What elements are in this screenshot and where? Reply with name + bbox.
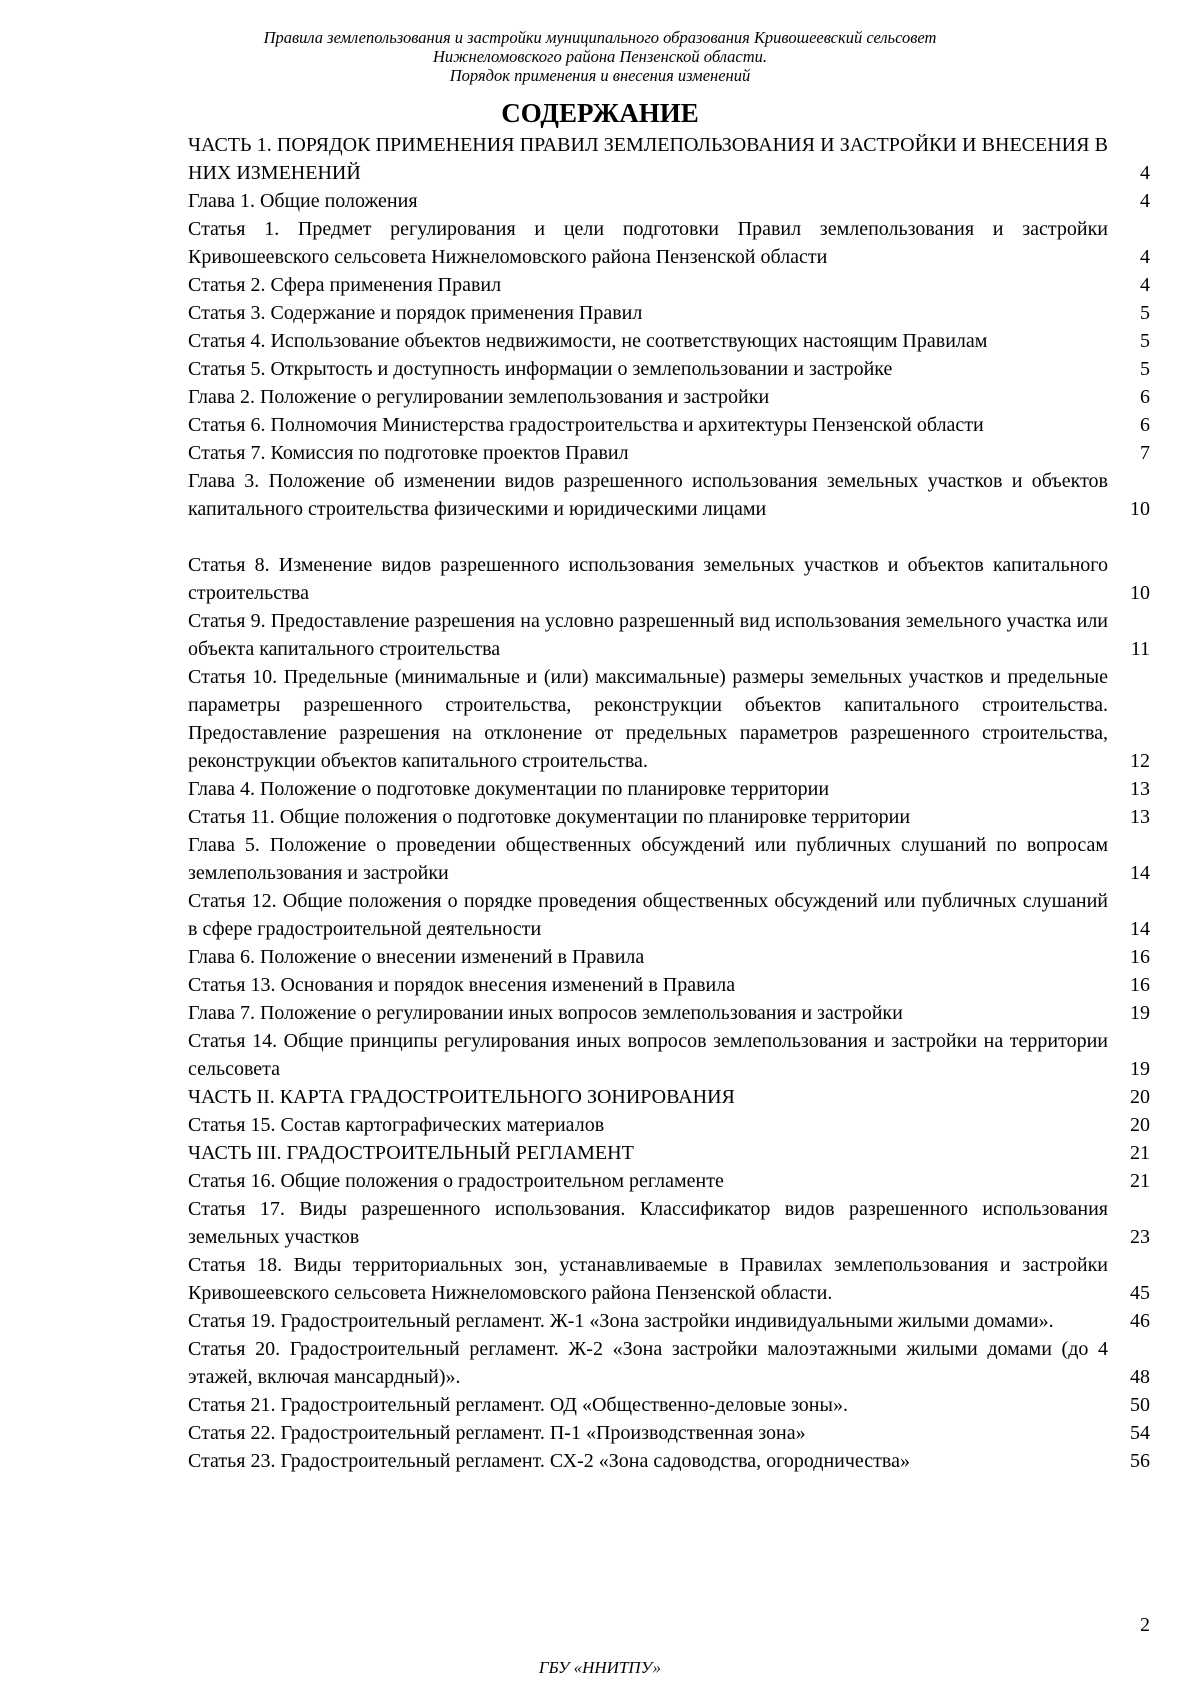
toc-entry-text: Статья 23. Градостроительный регламент. СХ-2 «Зона садоводства, огородничества» [188, 1450, 910, 1472]
toc-entry-page: 21 [1130, 1142, 1150, 1164]
toc-entry[interactable] [188, 383, 1150, 411]
toc-entry-page: 5 [1140, 358, 1150, 380]
toc-entry-page: 10 [1130, 498, 1150, 520]
toc-entry[interactable] [188, 551, 1150, 607]
toc-entry-text: Статья 10. Предельные (минимальные и (или) максимальные) размеры земельных участков и предельные параметры разрешенного строительства, реконструкции объектов капитального строительства. Предоставление разрешения на отклонение от предельных параметров разрешенного строительства, реконструкции объектов капитального строительства. [188, 666, 1108, 772]
toc-entry-text: Глава 1. Общие положения [188, 190, 418, 212]
toc-entry-page: 4 [1140, 246, 1150, 268]
toc-entry-text: Статья 7. Комиссия по подготовке проектов Правил [188, 442, 629, 464]
toc-entry[interactable] [188, 831, 1150, 887]
toc-entry-text: ЧАСТЬ II. КАРТА ГРАДОСТРОИТЕЛЬНОГО ЗОНИРОВАНИЯ [188, 1086, 735, 1108]
toc-entry[interactable] [188, 411, 1150, 439]
toc-entry[interactable] [188, 1027, 1150, 1083]
header-line-1: Правила землепользования и застройки муниципального образования Кривошеевский сельсовет [263, 28, 937, 47]
toc-entry[interactable] [188, 999, 1150, 1027]
toc-entry-page: 6 [1140, 414, 1150, 436]
toc-entry-page: 11 [1130, 638, 1150, 660]
toc-entry-page: 7 [1140, 442, 1150, 464]
toc-entry-text: Статья 4. Использование объектов недвижимости, не соответствующих настоящим Правилам [188, 330, 988, 352]
toc-entry-page: 4 [1140, 190, 1150, 212]
toc-entry-text: Статья 20. Градостроительный регламент. Ж-2 «Зона застройки малоэтажными жилыми домами (до 4 этажей, включая мансардный)». [188, 1338, 1108, 1388]
toc-entry-page: 23 [1130, 1226, 1150, 1248]
toc-entry-text: Глава 7. Положение о регулировании иных вопросов землепользования и застройки [188, 1002, 903, 1024]
toc-entry-text: ЧАСТЬ 1. ПОРЯДОК ПРИМЕНЕНИЯ ПРАВИЛ ЗЕМЛЕПОЛЬЗОВАНИЯ И ЗАСТРОЙКИ И ВНЕСЕНИЯ В НИХ ИЗМЕНЕНИЙ [188, 134, 1108, 184]
toc-entry-page: 16 [1130, 946, 1150, 968]
toc-entry[interactable] [188, 355, 1150, 383]
toc-entry-text: Статья 17. Виды разрешенного использования. Классификатор видов разрешенного использования земельных участков [188, 1198, 1108, 1248]
toc-entry-text: Статья 14. Общие принципы регулирования иных вопросов землепользования и застройки на территории сельсовета [188, 1030, 1108, 1080]
toc-entry-page: 14 [1130, 862, 1150, 884]
toc-entry-text: Статья 8. Изменение видов разрешенного использования земельных участков и объектов капитального строительства [188, 554, 1108, 604]
toc-entry-page: 19 [1130, 1058, 1150, 1080]
toc-entry-page: 13 [1130, 806, 1150, 828]
toc-entry-page: 6 [1140, 386, 1150, 408]
toc-entry-text: Глава 3. Положение об изменении видов разрешенного использования земельных участков и объектов капитального строительства физическими и юридическими лицами [188, 470, 1108, 520]
toc-entry[interactable] [188, 1391, 1150, 1419]
toc-entry-text: Статья 15. Состав картографических материалов [188, 1114, 605, 1136]
toc-entry[interactable] [188, 1139, 1150, 1167]
toc-entry-text: Статья 12. Общие положения о порядке проведения общественных обсуждений или публичных слушаний в сфере градостроительной деятельности [188, 890, 1108, 940]
toc-entry-text: Глава 6. Положение о внесении изменений в Правила [188, 946, 645, 968]
header-line-3: Порядок применения и внесения изменений [449, 66, 751, 85]
toc-entry[interactable] [188, 299, 1150, 327]
toc-entry-page: 19 [1130, 1002, 1150, 1024]
toc-entry-page: 20 [1130, 1114, 1150, 1136]
toc-entry[interactable] [188, 215, 1150, 271]
page-number: 2 [1140, 1614, 1150, 1636]
toc-entry-page: 20 [1130, 1086, 1150, 1108]
toc-entry-page: 10 [1130, 582, 1150, 604]
toc-entry[interactable] [188, 1251, 1150, 1307]
toc-entry-text: Статья 3. Содержание и порядок применения Правил [188, 302, 643, 324]
toc-entry-text: Статья 1. Предмет регулирования и цели подготовки Правил землепользования и застройки Кривошеевского сельсовета Нижнеломовского района Пензенской области [188, 218, 1108, 268]
toc-entry-page: 21 [1130, 1170, 1150, 1192]
toc-entry[interactable] [188, 1447, 1150, 1475]
toc-entry[interactable] [188, 467, 1150, 523]
toc-entry[interactable] [188, 1195, 1150, 1251]
toc-entry-page: 48 [1130, 1366, 1150, 1388]
toc-entry[interactable] [188, 887, 1150, 943]
toc-entry-page: 50 [1130, 1394, 1150, 1416]
toc-entry-page: 4 [1140, 274, 1150, 296]
toc-entry-text: Статья 16. Общие положения о градостроительном регламенте [188, 1170, 724, 1192]
toc-entry-text: Статья 18. Виды территориальных зон, устанавливаемые в Правилах землепользования и застройки Кривошеевского сельсовета Нижнеломовского района Пензенской области. [188, 1254, 1108, 1304]
running-footer: ГБУ «ННИТПУ» [538, 1658, 662, 1677]
toc-entry-page: 12 [1130, 750, 1150, 772]
toc-entry[interactable] [188, 943, 1150, 971]
toc-entry[interactable] [188, 1307, 1150, 1335]
toc-entry[interactable] [188, 187, 1150, 215]
toc-entry[interactable] [188, 1335, 1150, 1391]
toc-entry-page: 5 [1140, 302, 1150, 324]
toc-entry-page: 4 [1140, 162, 1150, 184]
toc-entry[interactable] [188, 131, 1150, 187]
toc-entry[interactable] [188, 1111, 1150, 1139]
toc-entry-text: Глава 4. Положение о подготовке документации по планировке территории [188, 778, 830, 800]
toc-entry[interactable] [188, 1419, 1150, 1447]
table-of-contents [0, 131, 1200, 1475]
toc-entry[interactable] [188, 1083, 1150, 1111]
toc-entry-text: Статья 6. Полномочия Министерства градостроительства и архитектуры Пензенской области [188, 414, 984, 436]
toc-entry[interactable] [188, 803, 1150, 831]
header-line-2: Нижнеломовского района Пензенской области. [433, 47, 767, 66]
toc-entry-text: Глава 2. Положение о регулировании землепользования и застройки [188, 386, 770, 408]
toc-entry-text: Статья 13. Основания и порядок внесения изменений в Правила [188, 974, 736, 996]
toc-entry[interactable] [188, 1167, 1150, 1195]
toc-entry-page: 54 [1130, 1422, 1150, 1444]
toc-entry[interactable] [188, 607, 1150, 663]
toc-entry-page: 13 [1130, 778, 1150, 800]
toc-entry-page: 14 [1130, 918, 1150, 940]
toc-entry[interactable] [188, 775, 1150, 803]
toc-entry-page: 56 [1130, 1450, 1150, 1472]
toc-entry-text: Статья 9. Предоставление разрешения на условно разрешенный вид использования земельного участка или объекта капитального строительства [188, 610, 1108, 660]
toc-entry-text: Статья 19. Градостроительный регламент. Ж-1 «Зона застройки индивидуальными жилыми домами». [188, 1310, 1054, 1332]
toc-entry[interactable] [188, 327, 1150, 355]
toc-entry-text: Статья 22. Градостроительный регламент. П-1 «Производственная зона» [188, 1422, 806, 1444]
toc-entry-page: 45 [1130, 1282, 1150, 1304]
toc-entry-text: Глава 5. Положение о проведении общественных обсуждений или публичных слушаний по вопросам землепользования и застройки [188, 834, 1108, 884]
toc-entry[interactable] [188, 271, 1150, 299]
toc-entry[interactable] [188, 971, 1150, 999]
toc-entry-text: Статья 2. Сфера применения Правил [188, 274, 502, 296]
toc-entry[interactable] [188, 663, 1150, 775]
running-header [0, 28, 1200, 85]
toc-entry-text: Статья 11. Общие положения о подготовке документации по планировке территории [188, 806, 911, 828]
toc-entry-text: Статья 5. Открытость и доступность информации о землепользовании и застройке [188, 358, 893, 380]
toc-entry-page: 5 [1140, 330, 1150, 352]
toc-entry-text: Статья 21. Градостроительный регламент. ОД «Общественно-деловые зоны». [188, 1394, 848, 1416]
toc-title: СОДЕРЖАНИЕ [501, 98, 699, 128]
toc-entry-text: ЧАСТЬ III. ГРАДОСТРОИТЕЛЬНЫЙ РЕГЛАМЕНТ [188, 1142, 634, 1164]
toc-entry-page: 46 [1130, 1310, 1150, 1332]
toc-entry-page: 16 [1130, 974, 1150, 996]
toc-entry[interactable] [188, 439, 1150, 467]
